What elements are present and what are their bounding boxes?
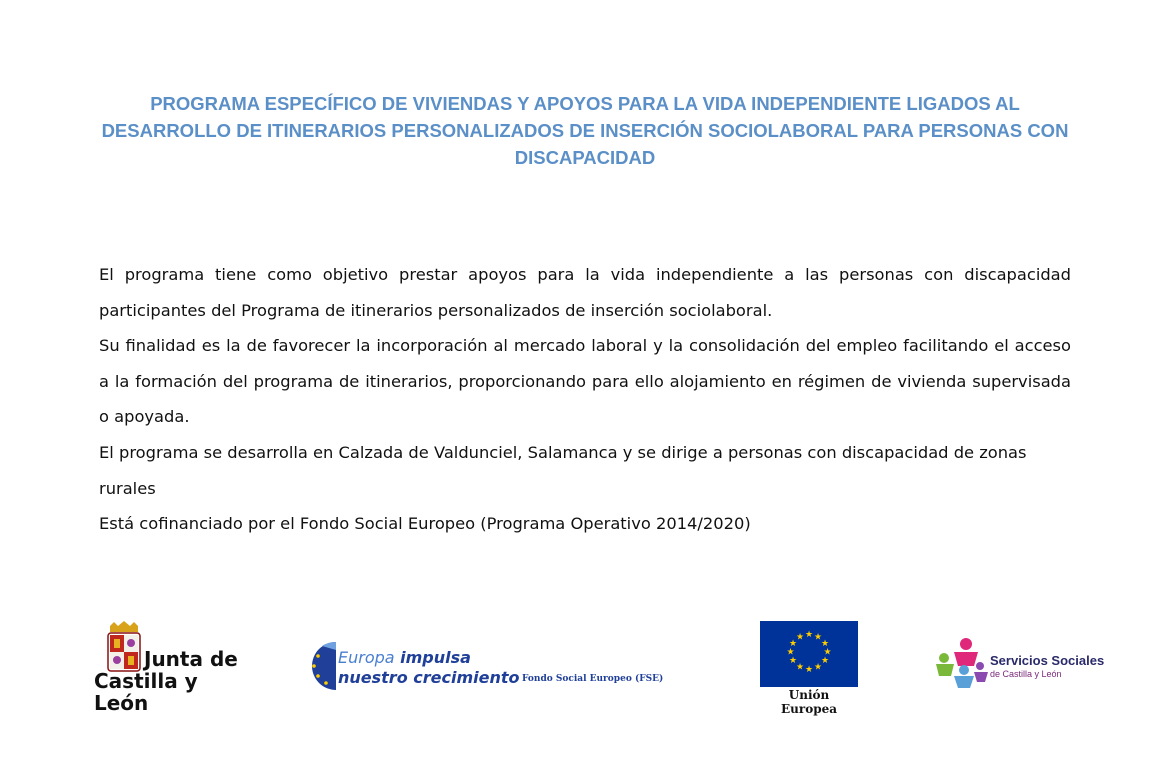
paragraph-purpose: Su finalidad es la de favorecer la incorporación al mercado laboral y la consolidación del empleo facilitando el acceso a la formación del programa de itinerarios, proporcionando para ello alojamiento en régimen de vivienda supervisada o apoyada.: [99, 336, 1071, 427]
svg-text:★: ★: [804, 665, 814, 675]
paragraph-funding: Está cofinanciado por el Fondo Social Europeo (Programa Operativo 2014/2020): [99, 514, 751, 534]
europa-impulsa-logo: [306, 640, 520, 692]
ue-label: Unión Europea: [781, 688, 837, 716]
svg-text:★: ★: [786, 647, 795, 658]
svg-text:★: ★: [795, 632, 805, 643]
europa-logo-text: [338, 648, 520, 688]
svg-text:★: ★: [813, 662, 823, 673]
europa-word: Europa: [338, 648, 395, 667]
svg-text:★: ★: [823, 647, 832, 658]
junta-line-1: Junta de: [144, 647, 238, 671]
servicios-line-1: Servicios Sociales: [990, 653, 1105, 668]
people-figures-icon: [934, 636, 990, 691]
svg-text:★: ★: [820, 639, 830, 649]
paragraph-objective: El programa tiene como objetivo prestar apoyos para la vida independiente a las personas con discapacidad participantes del Programa de itinerarios personalizados de inserción sociolaboral.: [99, 265, 1071, 320]
svg-text:★: ★: [788, 656, 798, 666]
junta-logo-text: [94, 648, 239, 714]
servicios-line-2: de Castilla y León: [990, 669, 1062, 679]
eu-flag-icon: [760, 621, 858, 687]
union-europea-logo: [760, 621, 858, 716]
junta-line-2: Castilla y León: [94, 669, 198, 715]
title-line-3: DISCAPACIDAD: [514, 147, 656, 168]
europa-impulsa-word: impulsa: [394, 648, 471, 667]
svg-text:★: ★: [795, 662, 805, 673]
servicios-sociales-logo: [934, 636, 1105, 691]
paragraph-location: El programa se desarrolla en Calzada de Valdunciel, Salamanca y se dirige a personas con discapacidad de zonas rurales: [99, 442, 1027, 498]
document-title: [100, 90, 1070, 171]
fse-label: Fondo Social Europeo (FSE): [522, 674, 664, 684]
svg-text:★: ★: [804, 630, 814, 640]
svg-text:★: ★: [820, 656, 830, 666]
document-body: [99, 257, 1071, 542]
svg-text:★: ★: [788, 639, 798, 649]
eu-globe-icon: [306, 640, 340, 692]
logo-strip: [0, 610, 1170, 720]
title-line-1: PROGRAMA ESPECÍFICO DE VIVIENDAS Y APOYOS PARA LA VIDA INDEPENDIENTE LIGADOS AL: [150, 93, 1020, 114]
title-line-2: DESARROLLO DE ITINERARIOS PERSONALIZADOS DE INSERCIÓN SOCIOLABORAL PARA PERSONAS CON: [101, 120, 1069, 141]
junta-castilla-leon-logo: [94, 620, 239, 715]
europa-line-2: nuestro crecimiento: [338, 668, 520, 687]
svg-text:★: ★: [813, 632, 823, 643]
